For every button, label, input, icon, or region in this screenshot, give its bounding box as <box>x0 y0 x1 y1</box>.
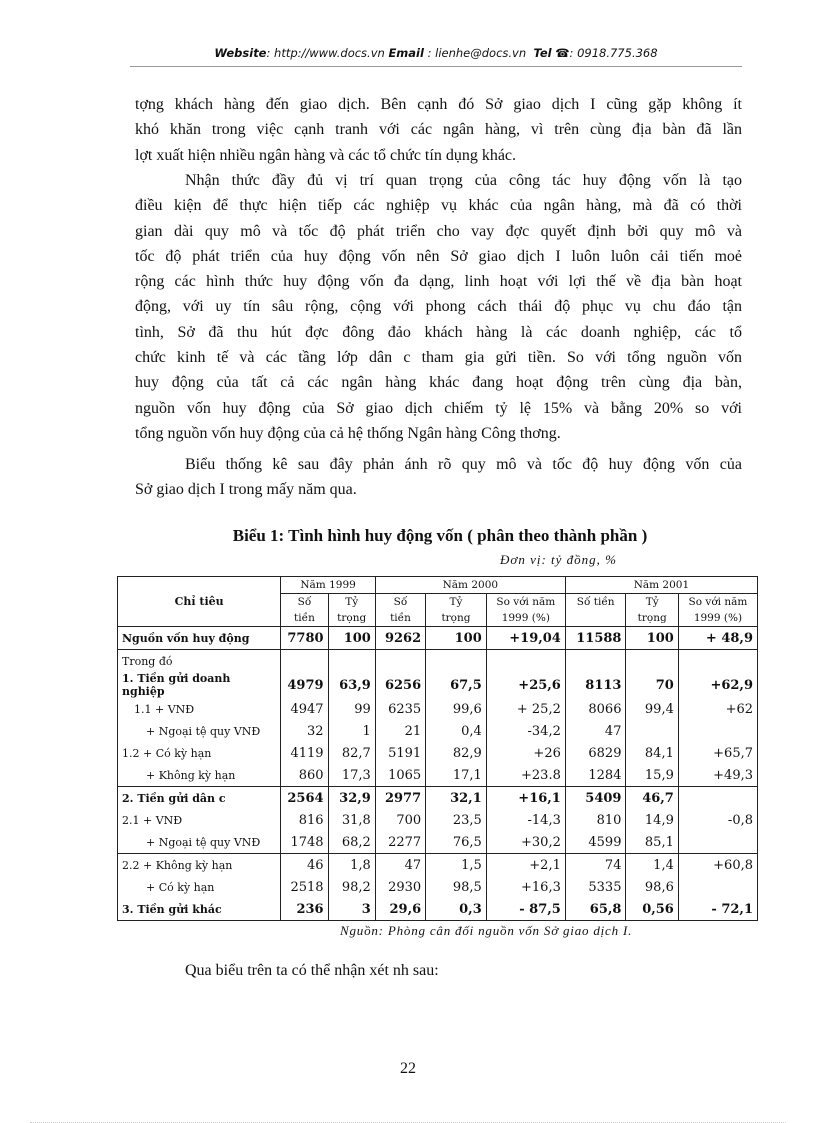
cell-value: 100 <box>426 627 487 650</box>
text-line: Sở giao dịch I trong mấy năm qua. <box>135 481 357 499</box>
cell-value: 860 <box>281 764 328 787</box>
cell-value: +65,7 <box>678 742 757 764</box>
table-row <box>118 898 758 921</box>
header-1999-pct: 1999 (%) <box>678 610 757 627</box>
row-label: 1.1 + VNĐ <box>118 698 281 720</box>
cell-value: +62 <box>678 698 757 720</box>
cell-value: 1284 <box>565 764 626 787</box>
cell-value: 7780 <box>281 627 328 650</box>
row-label: 2.1 + VNĐ <box>118 809 281 831</box>
table-body <box>118 627 758 921</box>
header-blank <box>565 610 626 627</box>
cell-value: 4947 <box>281 698 328 720</box>
text-line: lợt xuất hiện nhiều ngân hàng và các tổ chức tín dụng khác. <box>135 146 517 164</box>
cell-value: 99,4 <box>626 698 678 720</box>
cell-value: +23.8 <box>486 764 565 787</box>
cell-value: 5335 <box>565 876 626 898</box>
header-year-2000: Năm 2000 <box>375 577 565 594</box>
cell-value: 46 <box>281 854 328 877</box>
text-line: Biểu thống kê sau đây phản ánh rõ quy mô và tốc độ huy động vốn của <box>185 456 742 473</box>
header-ty: Tỷ <box>328 594 375 611</box>
cell-value: 0,56 <box>626 898 678 921</box>
header-so: Số <box>375 594 425 611</box>
cell-value: +16,3 <box>486 876 565 898</box>
cell-value: 17,3 <box>328 764 375 787</box>
cell-value: 47 <box>375 854 425 877</box>
row-label: + Ngoại tệ quy VNĐ <box>118 720 281 742</box>
cell-value: 17,1 <box>426 764 487 787</box>
cell-value <box>328 650 375 673</box>
page-header <box>130 46 742 60</box>
cell-value: + 25,2 <box>486 698 565 720</box>
cell-value: +30,2 <box>486 831 565 854</box>
cell-value: 85,1 <box>626 831 678 854</box>
cell-value: +25,6 <box>486 672 565 698</box>
cell-value: 816 <box>281 809 328 831</box>
cell-value: 99,6 <box>426 698 487 720</box>
header-trong: trọng <box>426 610 487 627</box>
header-ty: Tỷ <box>426 594 487 611</box>
cell-value: 15,9 <box>626 764 678 787</box>
cell-value: 29,6 <box>375 898 425 921</box>
page-number: 22 <box>400 1060 416 1077</box>
row-label: + Ngoại tệ quy VNĐ <box>118 831 281 854</box>
text-line: khó khăn trong việc cạnh tranh với các ngân hàng, vì trên cùng địa bàn đã lần <box>135 121 742 139</box>
text-line: điều kiện để thực hiện tiếp các nghiệp vụ khác của ngân hàng, mà đã có thời <box>135 197 742 215</box>
cell-value <box>375 650 425 673</box>
cell-value: 100 <box>328 627 375 650</box>
header-year-2001: Năm 2001 <box>565 577 757 594</box>
text-line: tổng nguồn vốn huy động của cả hệ thống Ngân hàng Công thơng. <box>135 424 561 442</box>
header-so-voi: So với năm <box>678 594 757 611</box>
cell-value: 31,8 <box>328 809 375 831</box>
cell-value: 8066 <box>565 698 626 720</box>
cell-value: 1,5 <box>426 854 487 877</box>
cell-value: +16,1 <box>486 787 565 810</box>
cell-value <box>678 720 757 742</box>
cell-value <box>678 787 757 810</box>
cell-value: 84,1 <box>626 742 678 764</box>
table-row <box>118 876 758 898</box>
cell-value: 23,5 <box>426 809 487 831</box>
cell-value: 700 <box>375 809 425 831</box>
cell-value: 6829 <box>565 742 626 764</box>
row-label: Trong đó <box>118 650 281 673</box>
cell-value: +60,8 <box>678 854 757 877</box>
cell-value: -14,3 <box>486 809 565 831</box>
table-unit: Đơn vị: tỷ đồng, % <box>500 552 617 567</box>
cell-value: + 48,9 <box>678 627 757 650</box>
cell-value <box>678 876 757 898</box>
cell-value: 1065 <box>375 764 425 787</box>
cell-value: 8113 <box>565 672 626 698</box>
text-line: chức kinh tế và các tầng lớp dân c tham gia gửi tiền. So với tổng nguồn vốn <box>135 349 742 367</box>
tel-label: Tel <box>533 46 552 60</box>
text-line: Nhận thức đầy đủ vị trí quan trọng của công tác huy động vốn là tạo <box>185 172 742 189</box>
conclusion-line: Qua biểu trên ta có thể nhận xét nh sau: <box>185 962 439 979</box>
row-label: 1.2 + Có kỳ hạn <box>118 742 281 764</box>
cell-value <box>626 650 678 673</box>
cell-value: 67,5 <box>426 672 487 698</box>
paragraph-1 <box>135 92 742 168</box>
header-divider <box>130 66 742 67</box>
cell-value <box>565 650 626 673</box>
table-row <box>118 627 758 650</box>
text-line: tình, Sở đã thu hút đợc đông đảo khách hàng là các doanh nghiệp, các tổ <box>135 323 742 341</box>
cell-value: - 72,1 <box>678 898 757 921</box>
cell-value: 1748 <box>281 831 328 854</box>
cell-value <box>486 650 565 673</box>
text-line: tốc độ phát triển của huy động vốn nên Sở giao dịch I luôn luôn cải tiến moẻ <box>135 247 742 265</box>
text-line: huy động của tất cả các ngân hàng khác đang hoạt động trên cùng địa bàn, <box>135 374 742 392</box>
cell-value: 65,8 <box>565 898 626 921</box>
cell-value: +19,04 <box>486 627 565 650</box>
table-source: Nguồn: Phòng cân đối nguồn vốn Sở giao dịch I. <box>340 923 633 938</box>
cell-value: 6235 <box>375 698 425 720</box>
cell-value: 32,1 <box>426 787 487 810</box>
email-address: : lienhe@docs.vn <box>423 46 527 60</box>
text-line: nguồn vốn huy động của Sở giao dịch chiếm tỷ lệ 15% và bằng 20% so với <box>135 399 742 417</box>
header-trong: trọng <box>328 610 375 627</box>
header-year-1999: Năm 1999 <box>281 577 376 594</box>
paragraph-2 <box>135 168 742 446</box>
cell-value <box>678 831 757 854</box>
tel-number: ☎: 0918.775.368 <box>551 46 658 60</box>
table-row <box>118 742 758 764</box>
table-row <box>118 854 758 877</box>
text-line: gian dài quy mô và tốc độ phát triển cho vay đợc quyết định bởi quy mô và <box>135 222 742 240</box>
row-label: 3. Tiền gửi khác <box>118 898 281 921</box>
row-label: 2. Tiền gửi dân c <box>118 787 281 810</box>
cell-value <box>281 650 328 673</box>
cell-value: 76,5 <box>426 831 487 854</box>
cell-value: 2518 <box>281 876 328 898</box>
table-caption: Biểu 1: Tình hình huy động vốn ( phân theo thành phần ) <box>232 526 648 545</box>
text-line: rộng các hình thức huy động vốn đa dạng, linh hoạt với lợi thế về địa bàn hoạt <box>135 273 742 291</box>
cell-value: 810 <box>565 809 626 831</box>
cell-value: 82,7 <box>328 742 375 764</box>
table-row <box>118 787 758 810</box>
cell-value: 98,5 <box>426 876 487 898</box>
cell-value: 0,4 <box>426 720 487 742</box>
cell-value: 5191 <box>375 742 425 764</box>
cell-value: 82,9 <box>426 742 487 764</box>
cell-value: 1,8 <box>328 854 375 877</box>
cell-value: 1 <box>328 720 375 742</box>
cell-value: 2277 <box>375 831 425 854</box>
cell-value: 1,4 <box>626 854 678 877</box>
table-row <box>118 698 758 720</box>
cell-value: 98,2 <box>328 876 375 898</box>
cell-value: 2930 <box>375 876 425 898</box>
cell-value: 99 <box>328 698 375 720</box>
text-line: tợng khách hàng đến giao dịch. Bên cạnh đó Sở giao dịch I cũng gặp không ít <box>135 96 742 113</box>
cell-value: 63,9 <box>328 672 375 698</box>
header-tien: tiền <box>281 610 328 627</box>
header-tien: tiền <box>375 610 425 627</box>
cell-value: +62,9 <box>678 672 757 698</box>
cell-value: +2,1 <box>486 854 565 877</box>
cell-value: 2977 <box>375 787 425 810</box>
cell-value: 68,2 <box>328 831 375 854</box>
header-trong: trọng <box>626 610 678 627</box>
cell-value: 46,7 <box>626 787 678 810</box>
header-so: Số <box>281 594 328 611</box>
header-so-tien: Số tiền <box>565 594 626 611</box>
email-label: Email <box>388 46 424 60</box>
header-ty: Tỷ <box>626 594 678 611</box>
table-row <box>118 831 758 854</box>
cell-value: - 87,5 <box>486 898 565 921</box>
cell-value: 11588 <box>565 627 626 650</box>
cell-value: 0,3 <box>426 898 487 921</box>
table-row <box>118 720 758 742</box>
website-label: Website <box>214 46 267 60</box>
cell-value: 3 <box>328 898 375 921</box>
cell-value: 6256 <box>375 672 425 698</box>
table-row <box>118 672 758 698</box>
cell-value: 74 <box>565 854 626 877</box>
row-label: + Có kỳ hạn <box>118 876 281 898</box>
cell-value <box>626 720 678 742</box>
row-label: 1. Tiền gửi doanh nghiệp <box>118 672 281 698</box>
cell-value: 47 <box>565 720 626 742</box>
cell-value: 32 <box>281 720 328 742</box>
cell-value: 236 <box>281 898 328 921</box>
cell-value: -34,2 <box>486 720 565 742</box>
capital-mobilization-table <box>117 576 758 921</box>
cell-value: 14,9 <box>626 809 678 831</box>
cell-value: 98,6 <box>626 876 678 898</box>
website-url: : http://www.docs.vn <box>266 46 385 60</box>
cell-value <box>678 650 757 673</box>
cell-value: 21 <box>375 720 425 742</box>
paragraph-3 <box>135 452 742 503</box>
table-row <box>118 809 758 831</box>
cell-value: 4979 <box>281 672 328 698</box>
header-chi-tieu: Chỉ tiêu <box>118 577 281 627</box>
cell-value: 100 <box>626 627 678 650</box>
row-label: + Không kỳ hạn <box>118 764 281 787</box>
header-1999-pct: 1999 (%) <box>486 610 565 627</box>
cell-value: 5409 <box>565 787 626 810</box>
cell-value: 70 <box>626 672 678 698</box>
text-line: động, với uy tín sâu rộng, cộng với phong cách thái độ phục vụ chu đáo tận <box>135 298 742 316</box>
table-row <box>118 650 758 673</box>
table-row <box>118 764 758 787</box>
cell-value: 2564 <box>281 787 328 810</box>
row-label: 2.2 + Không kỳ hạn <box>118 854 281 877</box>
cell-value: -0,8 <box>678 809 757 831</box>
cell-value: 9262 <box>375 627 425 650</box>
cell-value: 4599 <box>565 831 626 854</box>
cell-value <box>426 650 487 673</box>
cell-value: 32,9 <box>328 787 375 810</box>
cell-value: +26 <box>486 742 565 764</box>
row-label: Nguồn vốn huy động <box>118 627 281 650</box>
cell-value: 4119 <box>281 742 328 764</box>
cell-value: +49,3 <box>678 764 757 787</box>
header-so-voi: So với năm <box>486 594 565 611</box>
